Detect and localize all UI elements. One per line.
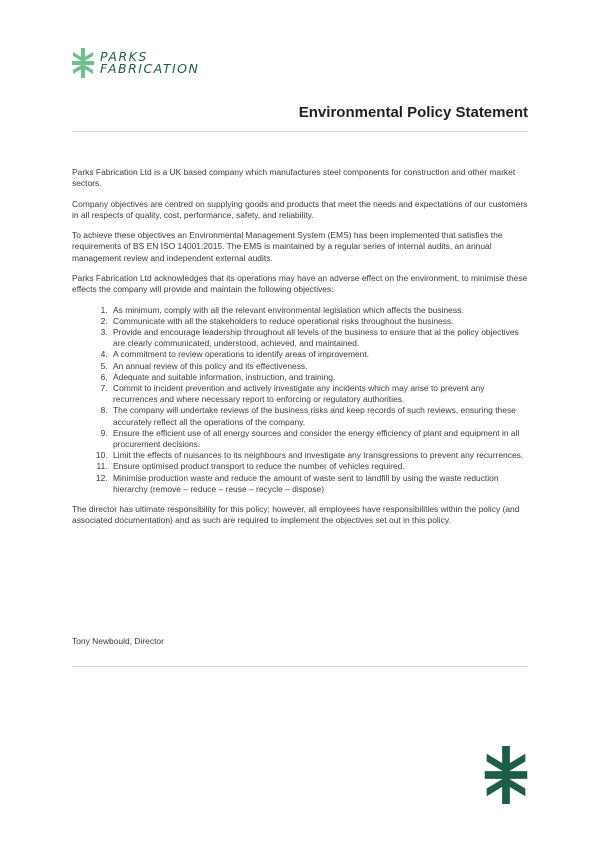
acknowledgement-paragraph: Parks Fabrication Ltd acknowledges that its operations may have an adverse effect on the environment, to minimise these effects the company will provide and maintain the following objectives: [72, 272, 528, 295]
list-item: 6. Adequate and suitable information, instruction, and training. [110, 372, 530, 383]
intro-paragraph: Parks Fabrication Ltd is a UK based company which manufactures steel components for construction and other market sectors. [72, 167, 516, 189]
list-item: 9. Ensure the efficient use of all energy sources and consider the energy efficiency of plant and equipment in all procurement decisions. [110, 428, 530, 450]
ems-paragraph: To achieve these objectives an Environmental Management System (EMS) has been implemented that satisfies the requirements of BS EN ISO 14001:2015. The EMS is maintained by a regular series of internal audits, an annual management review and independent external audits. [72, 230, 503, 263]
list-item: 11. Ensure optimised product transport to reduce the number of vehicles required. [110, 461, 530, 472]
policy-body [72, 167, 530, 536]
parks-snowflake-icon [484, 746, 528, 804]
objectives-paragraph: Company objectives are centred on supplying goods and products that meet the needs and expectations of our customers in all respects of quality, cost, performance, safety, and reliability. [72, 198, 528, 220]
objectives-list [72, 305, 530, 495]
list-item: 5. An annual review of this policy and its effectiveness. [110, 361, 530, 372]
signoff: Tony Newbould, Director [72, 636, 164, 646]
list-item: 4. A commitment to review operations to identify areas of improvement. [110, 349, 530, 360]
closing-paragraph: The director has ultimate responsibility for this policy; however, all employees have responsibilities within the policy (and associated documentation) and as such are required to implement the objectives set out in this policy. [72, 504, 520, 526]
parks-snowflake-icon [72, 48, 94, 78]
list-item: 2. Communicate with all the stakeholders to reduce operational risks throughout the business. [110, 316, 530, 327]
title-divider [72, 131, 528, 132]
list-item: 12. Minimise production waste and reduce the amount of waste sent to landfill by using the waste reduction hierarchy (remove – reduce – reuse – recycle – dispose) [110, 473, 530, 495]
page-title: Environmental Policy Statement [298, 104, 528, 121]
logo-line-2: FABRICATION [100, 61, 200, 76]
footer-logo [484, 746, 528, 809]
list-item: 7. Commit to incident prevention and actively investigate any incidents which may arise to prevent any recurrences and where necessary report to enforcing or regulatory authorities. [110, 383, 530, 405]
logo-line-1: PARKS [100, 49, 148, 64]
signoff-divider [72, 666, 528, 667]
list-item: 10. Limit the effects of nuisances to its neighbours and investigate any transgressions to prevent any recurrences. [110, 450, 530, 461]
list-item: 8. The company will undertake reviews of the business risks and keep records of such reviews, ensuring these accurately reflect all the operations of the company. [110, 405, 530, 427]
list-item: 1. As minimum, comply with all the relevant environmental legislation which affects the business. [110, 305, 530, 316]
list-item: 3. Provide and encourage leadership throughout all levels of the business to ensure that al the policy objectives are clearly communicated, understood, achieved, and maintained. [110, 327, 530, 349]
company-logo [72, 48, 199, 78]
